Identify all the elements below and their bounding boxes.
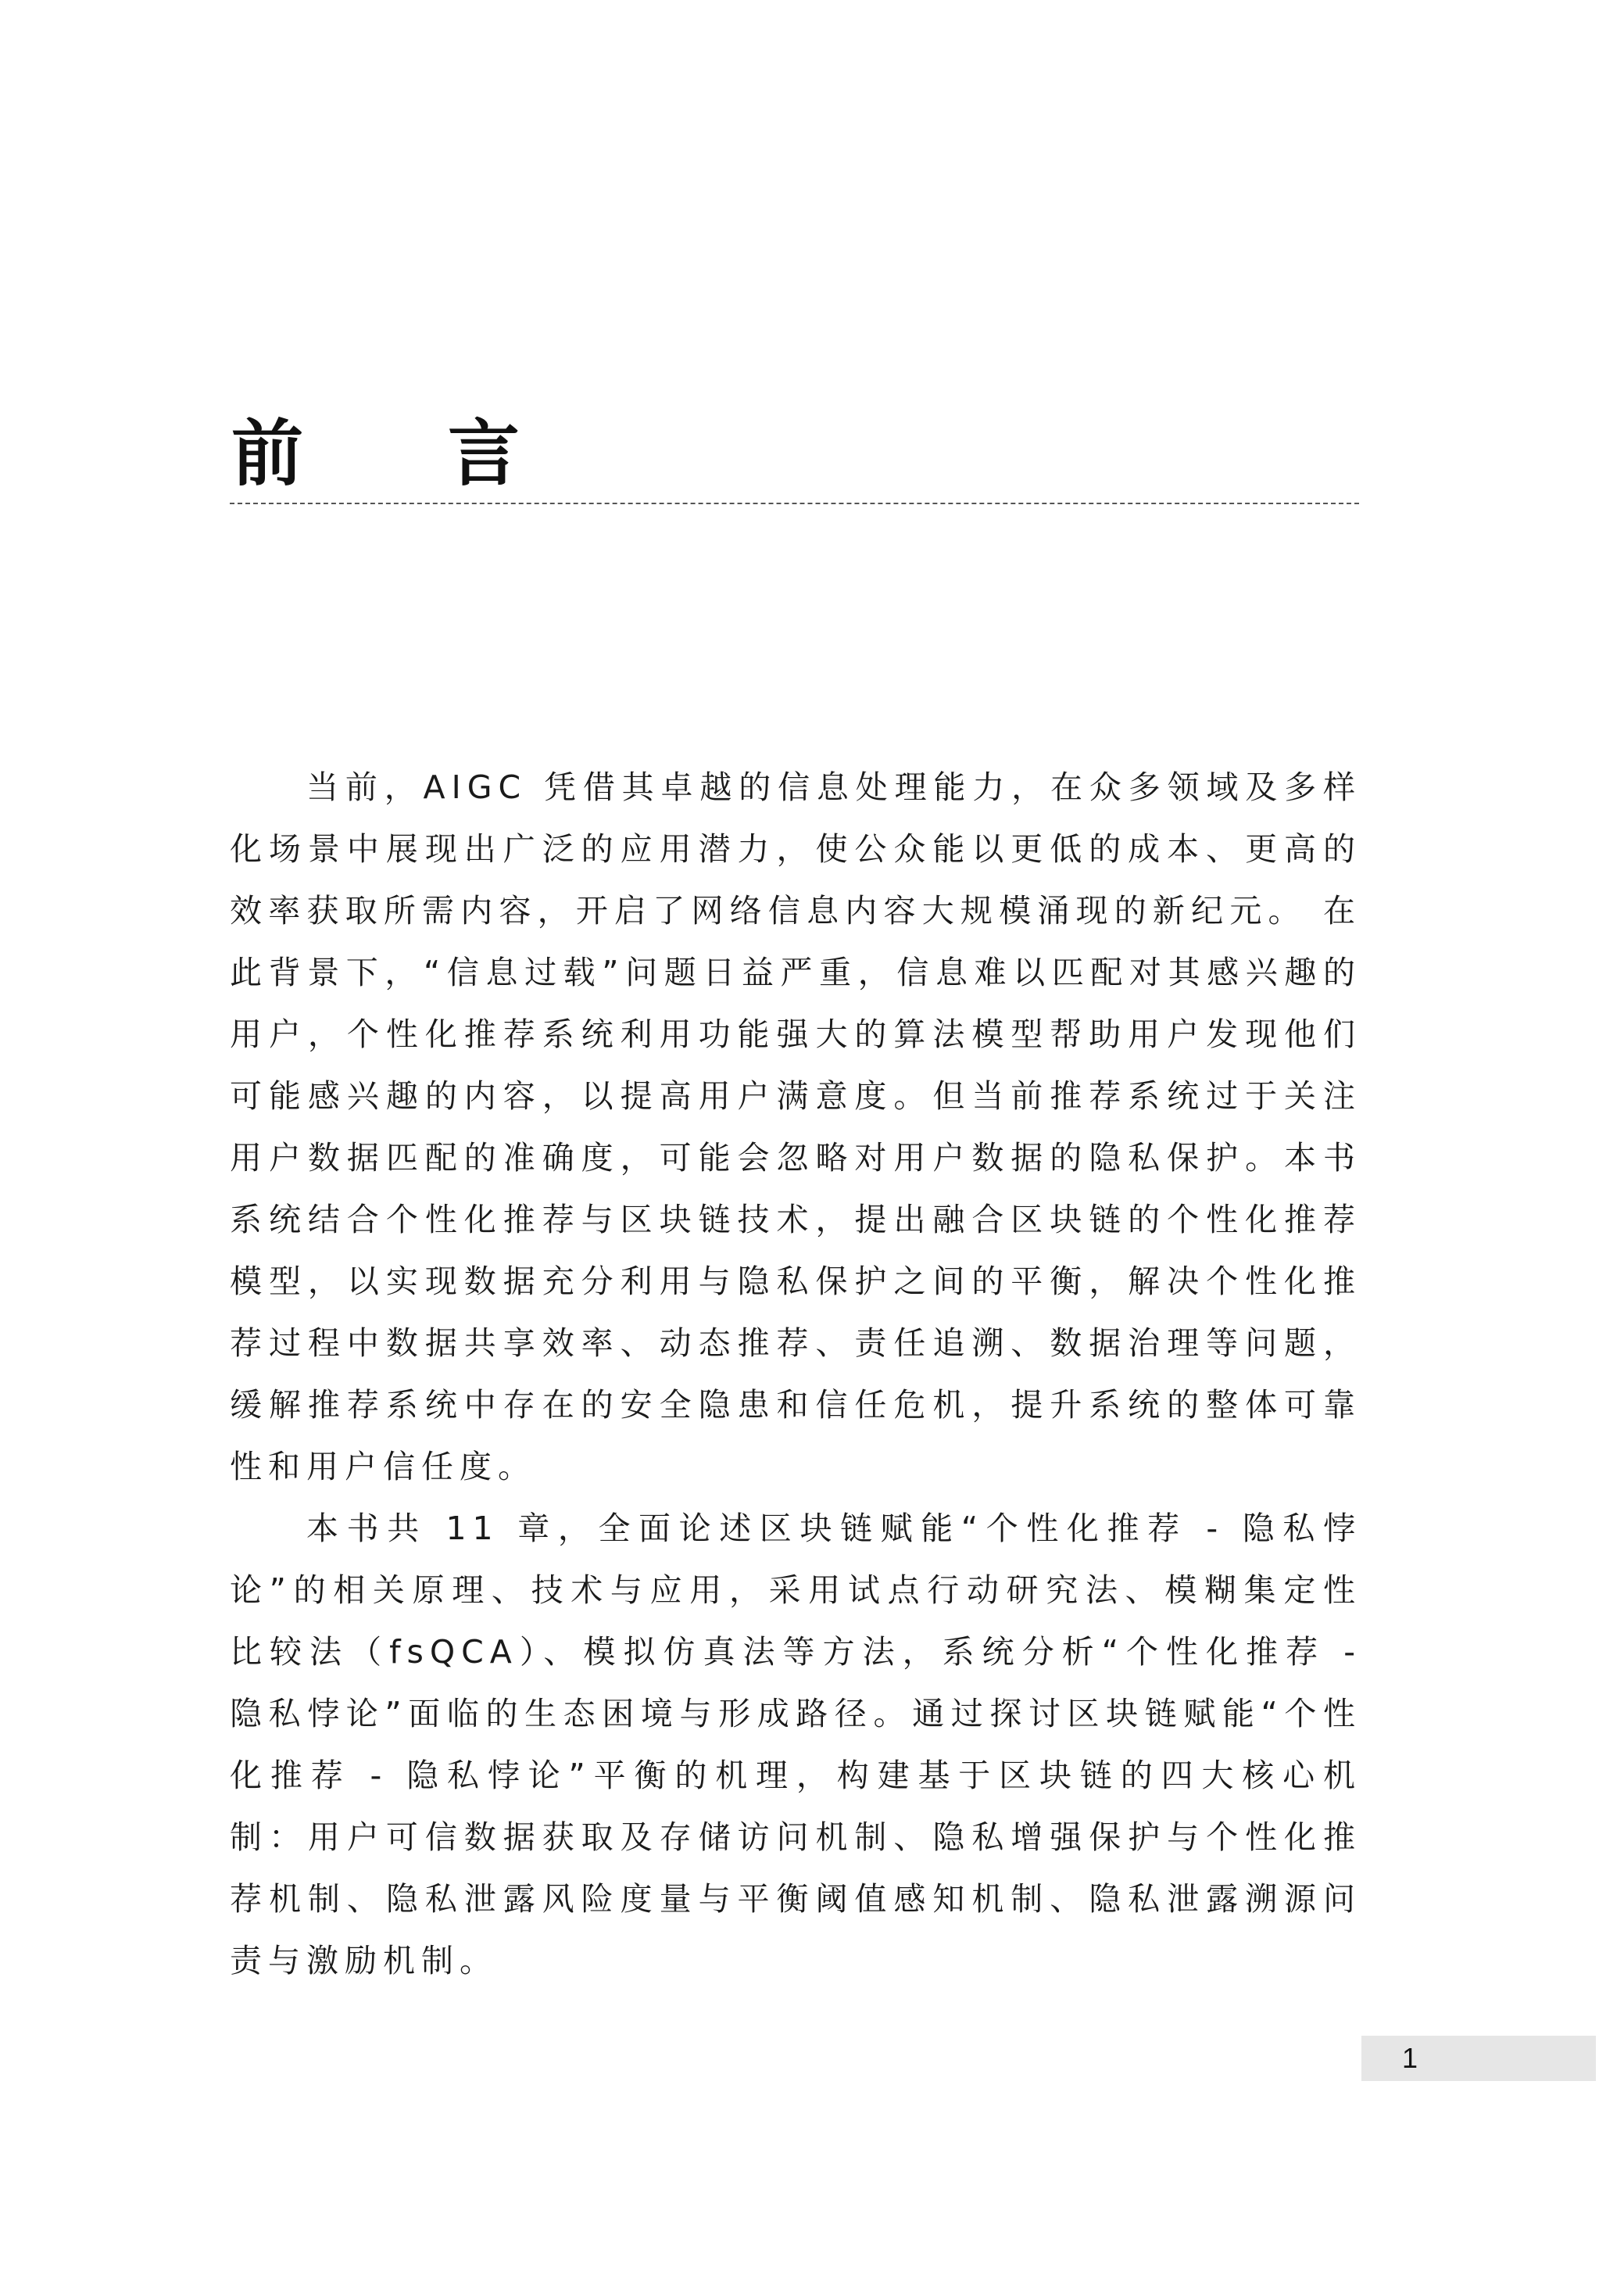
paragraph-1: 当前，AIGC 凭借其卓越的信息处理能力，在众多领域及多样化场景中展现出广泛的应用潜力，使公众能以更低的成本、更高的效率获取所需内容，开启了网络信息内容大规模涌现的新纪元。 在此背景下，“信息过载”问题日益严重，信息难以匹配对其感兴趣的用户，个性化推荐系统利用功能强大的算法模型帮助用户发现他们可能感兴趣的内容，以提高用户满意度。但当前推荐系统过于关注用户数据匹配的准确度，可能会忽略对用户数据的隐私保护。本书系统结合个性化推荐与区块链技术，提出融合区块链的个性化推荐模型，以实现数据充分利用与隐私保护之间的平衡，解决个性化推荐过程中数据共享效率、动态推荐、责任追溯、数据治理等问题，缓解推荐系统中存在的安全隐患和信任危机，提升系统的整体可靠性和用户信任度。 (230, 768, 1361, 1485)
body-text (230, 757, 1361, 1992)
title-divider (230, 503, 1359, 504)
paragraph-2: 本书共 11 章，全面论述区块链赋能“个性化推荐 - 隐私悖论”的相关原理、技术与应用，采用试点行动研究法、模糊集定性比较法（fsQCA）、模拟仿真法等方法，系统分析“个性化推荐 - 隐私悖论”面临的生态困境与形成路径。通过探讨区块链赋能“个性化推荐 - 隐私悖论”平衡的机理，构建基于区块链的四大核心机制：用户可信数据获取及存储访问机制、隐私增强保护与个性化推荐机制、隐私泄露风险度量与平衡阈值感知机制、隐私泄露溯源问责与激励机制。 (230, 1510, 1361, 1979)
page-number-tab (1361, 2036, 1596, 2081)
page-number: 1 (1402, 2042, 1418, 2074)
page-title: 前言 (231, 411, 664, 496)
